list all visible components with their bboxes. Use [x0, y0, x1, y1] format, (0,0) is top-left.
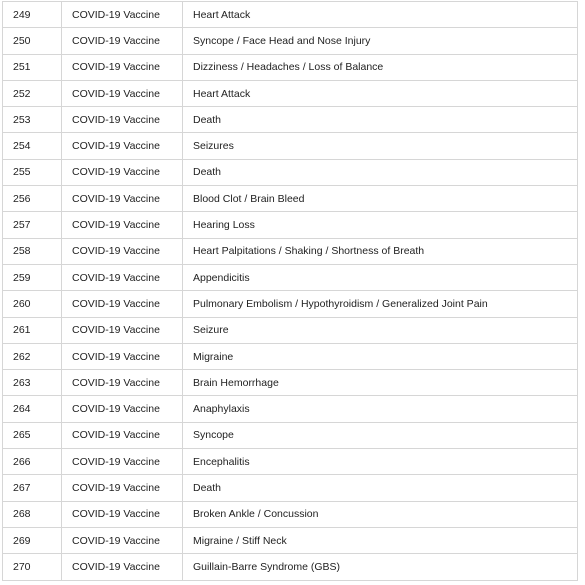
table-row — [3, 107, 578, 133]
table-row — [3, 291, 578, 317]
product-cell: COVID-19 Vaccine — [62, 107, 183, 133]
table-row — [3, 370, 578, 396]
product-cell: COVID-19 Vaccine — [62, 2, 183, 28]
table-row — [3, 449, 578, 475]
product-cell: COVID-19 Vaccine — [62, 370, 183, 396]
injury-cell: Migraine / Stiff Neck — [183, 527, 578, 553]
table-row — [3, 28, 578, 54]
table-row — [3, 317, 578, 343]
table-row — [3, 159, 578, 185]
row-number-cell: 253 — [3, 107, 62, 133]
table-row — [3, 133, 578, 159]
injury-cell: Heart Attack — [183, 2, 578, 28]
injury-cell: Appendicitis — [183, 264, 578, 290]
row-number-cell: 262 — [3, 343, 62, 369]
product-cell: COVID-19 Vaccine — [62, 186, 183, 212]
row-number-cell: 252 — [3, 80, 62, 106]
table-row — [3, 80, 578, 106]
table-row — [3, 2, 578, 28]
injury-cell: Syncope — [183, 422, 578, 448]
injury-cell: Dizziness / Headaches / Loss of Balance — [183, 54, 578, 80]
table-row — [3, 554, 578, 580]
product-cell: COVID-19 Vaccine — [62, 422, 183, 448]
row-number-cell: 257 — [3, 212, 62, 238]
injury-cell: Blood Clot / Brain Bleed — [183, 186, 578, 212]
product-cell: COVID-19 Vaccine — [62, 449, 183, 475]
product-cell: COVID-19 Vaccine — [62, 264, 183, 290]
table-row — [3, 212, 578, 238]
injury-cell: Guillain-Barre Syndrome (GBS) — [183, 554, 578, 580]
product-cell: COVID-19 Vaccine — [62, 54, 183, 80]
product-cell: COVID-19 Vaccine — [62, 159, 183, 185]
injury-table — [2, 1, 578, 581]
row-number-cell: 259 — [3, 264, 62, 290]
table-row — [3, 396, 578, 422]
table-row — [3, 186, 578, 212]
row-number-cell: 258 — [3, 238, 62, 264]
product-cell: COVID-19 Vaccine — [62, 133, 183, 159]
row-number-cell: 267 — [3, 475, 62, 501]
product-cell: COVID-19 Vaccine — [62, 527, 183, 553]
product-cell: COVID-19 Vaccine — [62, 291, 183, 317]
injury-cell: Death — [183, 159, 578, 185]
product-cell: COVID-19 Vaccine — [62, 28, 183, 54]
injury-cell: Heart Palpitations / Shaking / Shortness of Breath — [183, 238, 578, 264]
row-number-cell: 261 — [3, 317, 62, 343]
injury-cell: Heart Attack — [183, 80, 578, 106]
product-cell: COVID-19 Vaccine — [62, 80, 183, 106]
injury-cell: Seizure — [183, 317, 578, 343]
injury-cell: Syncope / Face Head and Nose Injury — [183, 28, 578, 54]
injury-cell: Brain Hemorrhage — [183, 370, 578, 396]
row-number-cell: 265 — [3, 422, 62, 448]
row-number-cell: 251 — [3, 54, 62, 80]
row-number-cell: 266 — [3, 449, 62, 475]
table-row — [3, 54, 578, 80]
row-number-cell: 263 — [3, 370, 62, 396]
injury-cell: Hearing Loss — [183, 212, 578, 238]
row-number-cell: 250 — [3, 28, 62, 54]
product-cell: COVID-19 Vaccine — [62, 317, 183, 343]
row-number-cell: 249 — [3, 2, 62, 28]
product-cell: COVID-19 Vaccine — [62, 343, 183, 369]
injury-cell: Migraine — [183, 343, 578, 369]
injury-cell: Anaphylaxis — [183, 396, 578, 422]
product-cell: COVID-19 Vaccine — [62, 554, 183, 580]
injury-cell: Death — [183, 475, 578, 501]
product-cell: COVID-19 Vaccine — [62, 501, 183, 527]
row-number-cell: 256 — [3, 186, 62, 212]
row-number-cell: 254 — [3, 133, 62, 159]
table-row — [3, 422, 578, 448]
table-row — [3, 343, 578, 369]
table-row — [3, 527, 578, 553]
table-row — [3, 501, 578, 527]
row-number-cell: 255 — [3, 159, 62, 185]
injury-cell: Seizures — [183, 133, 578, 159]
injury-cell: Broken Ankle / Concussion — [183, 501, 578, 527]
table-row — [3, 475, 578, 501]
injury-cell: Pulmonary Embolism / Hypothyroidism / Generalized Joint Pain — [183, 291, 578, 317]
injury-cell: Encephalitis — [183, 449, 578, 475]
table-row — [3, 238, 578, 264]
table-body — [3, 2, 578, 581]
row-number-cell: 260 — [3, 291, 62, 317]
row-number-cell: 268 — [3, 501, 62, 527]
product-cell: COVID-19 Vaccine — [62, 396, 183, 422]
row-number-cell: 270 — [3, 554, 62, 580]
product-cell: COVID-19 Vaccine — [62, 475, 183, 501]
row-number-cell: 264 — [3, 396, 62, 422]
injury-cell: Death — [183, 107, 578, 133]
row-number-cell: 269 — [3, 527, 62, 553]
table-row — [3, 264, 578, 290]
product-cell: COVID-19 Vaccine — [62, 212, 183, 238]
product-cell: COVID-19 Vaccine — [62, 238, 183, 264]
